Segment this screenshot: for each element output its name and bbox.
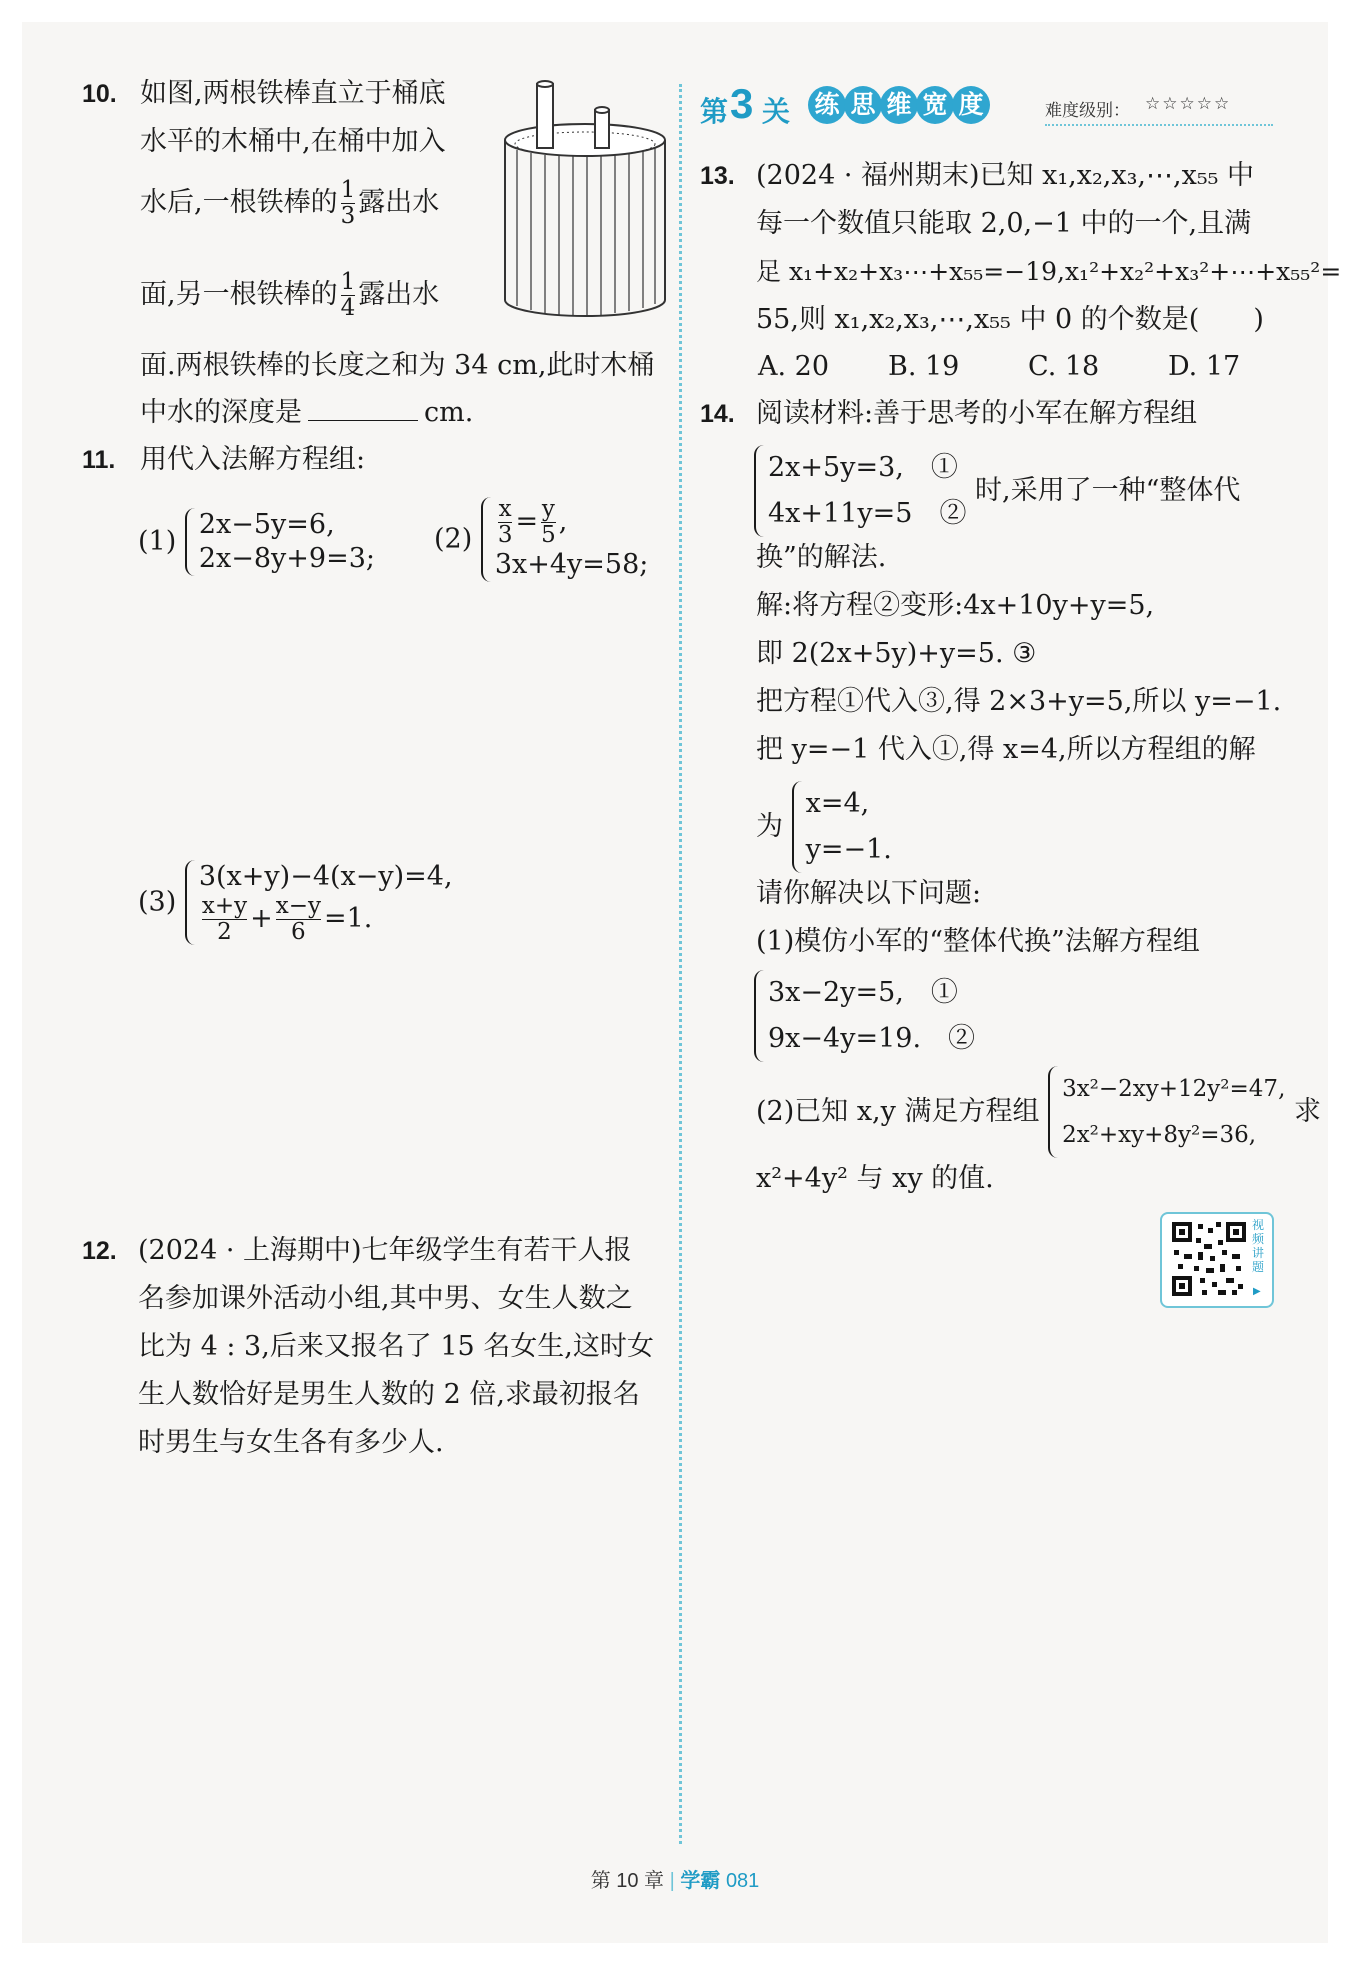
page-number: 081	[725, 1870, 760, 1892]
difficulty-label: 难度级别：	[1045, 101, 1130, 120]
text-line: 换”的解法.	[756, 542, 887, 573]
header-suffix: 关	[762, 96, 791, 127]
text-line: 中水的深度是 cm.	[140, 397, 474, 428]
title-char: 维	[880, 86, 918, 124]
text-line: (1)模仿小军的“整体代换”法解方程组	[756, 926, 1200, 957]
answer-blank	[308, 420, 418, 421]
text-line: 时男生与女生各有多少人.	[138, 1427, 444, 1458]
text-line: 水平的木桶中,在桶中加入	[140, 126, 446, 157]
text-line: 55,则 x₁,x₂,x₃,⋯,x₅₅ 中 0 的个数是( )	[756, 304, 1264, 335]
text-line: 面.两根铁棒的长度之和为 34 cm,此时木桶	[140, 350, 655, 381]
header-rule	[1045, 124, 1273, 126]
question-number: 14.	[700, 400, 735, 428]
text-line: 面,另一根铁棒的 $\frac{1}{4}$ 露出水	[140, 269, 440, 321]
question-number: 10.	[82, 80, 117, 108]
text-line: 请你解决以下问题:	[756, 878, 982, 909]
header-level: 3	[730, 80, 754, 127]
question-number: 13.	[700, 162, 735, 190]
column-divider	[679, 84, 682, 1844]
text-line: 把 y=−1 代入①,得 x=4,所以方程组的解	[756, 734, 1256, 765]
page-footer: 第 10 章 | 学霸 081	[590, 1870, 760, 1892]
system-3: (3) 3(x+y)−4(x−y)=4, $\frac{x+y}{2}$ + $\frac{x-y}{6}$ =1.	[138, 861, 453, 945]
option-b: B. 19	[888, 351, 960, 382]
system-2: (2) $\frac{x}{3}$ = $\frac{y}{5}$ , 3x+4y=58;	[434, 496, 649, 580]
text-line: 把方程①代入③,得 2×3+y=5,所以 y=−1.	[756, 686, 1282, 717]
system-1: (1) 2x−5y=6, 2x−8y+9=3;	[138, 509, 376, 574]
text-line: 名参加课外活动小组,其中男、女生人数之	[138, 1283, 633, 1314]
qr-side-text: 视频讲题	[1252, 1218, 1265, 1274]
header-title	[808, 86, 988, 124]
qr-code[interactable]	[1160, 1212, 1274, 1308]
bucket-illustration	[495, 80, 675, 320]
text-line: 即 2(2x+5y)+y=5. ③	[756, 638, 1037, 669]
text-line: 足 x₁+x₂+x₃⋯+x₅₅=−19,x₁²+x₂²+x₃²+⋯+x₅₅²=	[756, 257, 1342, 286]
title-char: 度	[952, 86, 990, 124]
option-a: A. 20	[758, 351, 830, 382]
question-number: 12.	[82, 1237, 117, 1265]
question-title: 用代入法解方程组:	[140, 444, 366, 475]
text-line: 如图,两根铁棒直立于桶底	[140, 78, 446, 109]
text-line: (2024 · 福州期末)已知 x₁,x₂,x₃,⋯,x₅₅ 中	[756, 160, 1255, 191]
system-part1: 3x−2y=5, ① 9x−4y=19. ②	[754, 970, 975, 1062]
text-line: x²+4y² 与 xy 的值.	[756, 1163, 994, 1194]
title-char: 练	[808, 86, 846, 124]
text-line: 阅读材料:善于思考的小军在解方程组	[756, 398, 1198, 429]
header-prefix: 第	[700, 96, 729, 127]
text-line: 每一个数值只能取 2,0,−1 中的一个,且满	[756, 208, 1252, 239]
section-header	[700, 80, 1280, 132]
text-line: 解:将方程②变形:4x+10y+y=5,	[756, 590, 1155, 621]
footer-chapter: 第 10 章	[590, 1870, 665, 1892]
title-char: 宽	[916, 86, 954, 124]
footer-brand: 学霸	[680, 1870, 721, 1892]
text-line: 水后,一根铁棒的 $\frac{1}{3}$ 露出水	[140, 177, 440, 229]
solution-system: 为 x=4, y=−1.	[756, 781, 892, 873]
system-material: 2x+5y=3, ① 4x+11y=5 ② 时,采用了一种“整体代	[754, 445, 1240, 537]
difficulty-stars: ☆☆☆☆☆	[1145, 94, 1232, 113]
title-char: 思	[844, 86, 882, 124]
option-d: D. 17	[1168, 351, 1241, 382]
text-line: 比为 4 : 3,后来又报名了 15 名女生,这时女	[138, 1331, 654, 1362]
question-number: 11.	[82, 446, 116, 474]
system-part2: (2)已知 x,y 满足方程组 3x²−2xy+12y²=47, 2x²+xy+8y²=36, 求	[756, 1066, 1321, 1158]
text-line: 生人数恰好是男生人数的 2 倍,求最初报名	[138, 1379, 640, 1410]
text-line: (2024 · 上海期中)七年级学生有若干人报	[138, 1235, 632, 1266]
qr-code-icon	[1170, 1220, 1248, 1298]
option-c: C. 18	[1028, 351, 1100, 382]
play-icon: ▶	[1253, 1286, 1261, 1297]
